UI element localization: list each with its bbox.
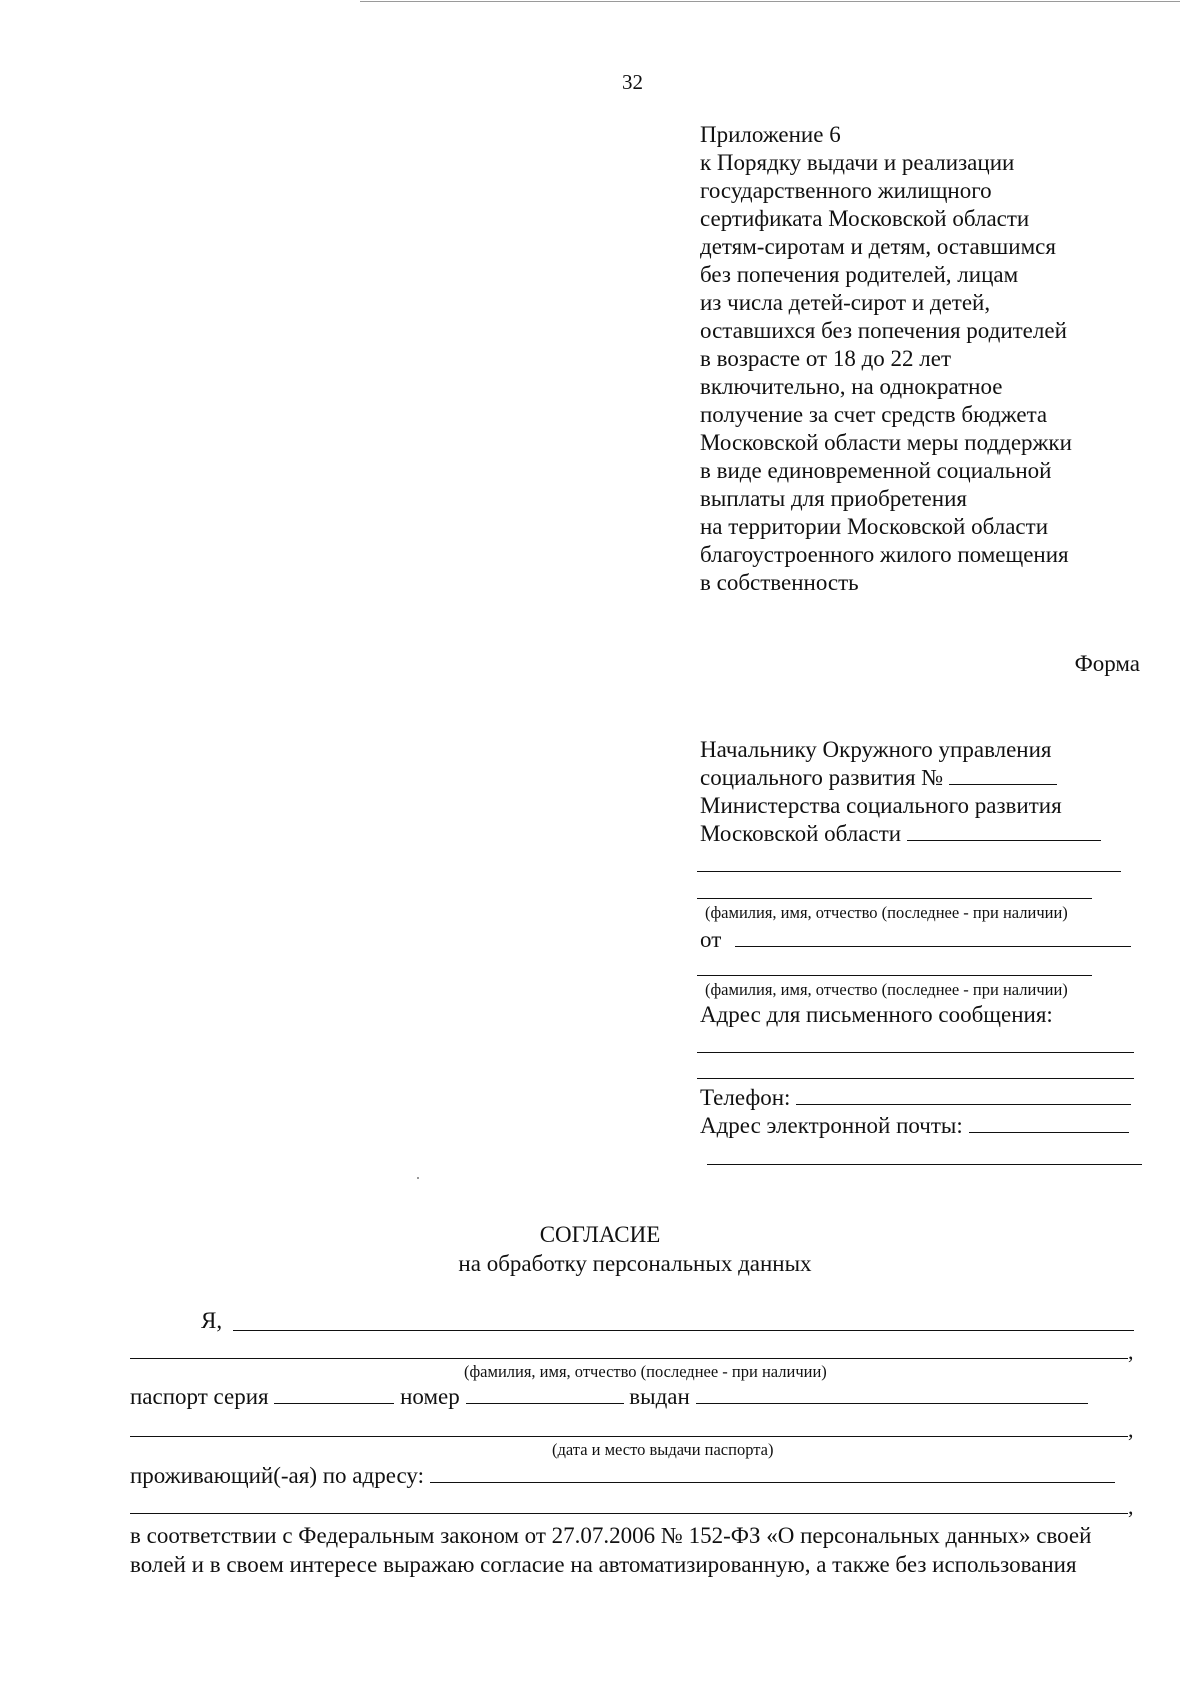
phone-label: Телефон: <box>700 1085 791 1110</box>
postal-address-field-1[interactable] <box>697 1052 1134 1053</box>
email-row <box>700 1112 1129 1140</box>
fio-field-2[interactable] <box>130 1358 1128 1359</box>
passport-issued-field-2[interactable] <box>130 1436 1128 1437</box>
appendix-line: получение за счет средств бюджета <box>700 402 1048 427</box>
consent-title: СОГЛАСИЕ <box>539 1222 661 1247</box>
consent-fio-note: (фамилия, имя, отчество (последнее - при наличии) <box>464 1362 827 1381</box>
appendix-line: в собственность <box>700 570 859 595</box>
passport-issued-label: выдан <box>629 1384 690 1409</box>
addressee-line-3: Министерства социального развития <box>700 793 1062 818</box>
fio-comma: , <box>1128 1339 1134 1364</box>
appendix-line: выплаты для приобретения <box>700 486 967 511</box>
head-fio-note: (фамилия, имя, отчество (последнее - при наличии) <box>705 903 1068 922</box>
residing-address-field[interactable] <box>430 1462 1115 1483</box>
passport-note: (дата и место выдачи паспорта) <box>552 1440 774 1459</box>
phone-row <box>700 1084 1131 1112</box>
appendix-line: государственного жилищного <box>700 178 992 203</box>
residing-comma: , <box>1128 1494 1134 1519</box>
district-number-field[interactable] <box>949 764 1057 785</box>
residing-label: проживающий(-ая) по адресу: <box>130 1463 424 1488</box>
appendix-line: благоустроенного жилого помещения <box>700 542 1069 567</box>
top-scan-rule <box>360 1 1180 2</box>
appendix-line: в виде единовременной социальной <box>700 458 1052 483</box>
passport-number-label: номер <box>400 1384 460 1409</box>
form-label: Форма <box>1074 651 1140 676</box>
addressee-line-1: Начальнику Окружного управления <box>700 737 1052 762</box>
appendix-line: из числа детей-сирот и детей, <box>700 290 991 315</box>
addressee-line-4-label: Московской области <box>700 821 902 846</box>
email-field[interactable] <box>969 1112 1129 1133</box>
passport-series-label: паспорт серия <box>130 1384 269 1409</box>
postal-address-field-2[interactable] <box>697 1078 1134 1079</box>
head-name-field-1[interactable] <box>697 871 1121 872</box>
residing-row <box>130 1462 1115 1490</box>
from-row <box>700 926 1131 954</box>
fio-field-1[interactable] <box>233 1330 1134 1331</box>
appendix-line: на территории Московской области <box>700 514 1048 539</box>
appendix-line: Московской области меры поддержки <box>700 430 1072 455</box>
passport-number-field[interactable] <box>466 1383 624 1404</box>
residing-address-field-2[interactable] <box>130 1513 1128 1514</box>
from-fio-note: (фамилия, имя, отчество (последнее - при наличии) <box>705 980 1068 999</box>
scan-speck <box>417 1177 419 1179</box>
page-number: 32 <box>622 70 643 94</box>
appendix-line: детям-сиротам и детям, оставшимся <box>700 234 1056 259</box>
addressee-line-2-label: социального развития № <box>700 765 944 790</box>
i-label: Я, <box>201 1308 223 1333</box>
phone-field[interactable] <box>796 1084 1131 1105</box>
consent-body-line-2: волей и в своем интересе выражаю согласие на автоматизированную, а также без использования <box>130 1552 1077 1577</box>
from-name-field-1[interactable] <box>735 926 1131 947</box>
appendix-line: оставшихся без попечения родителей <box>700 318 1067 343</box>
appendix-line: включительно, на однократное <box>700 374 1003 399</box>
addressee-line-2 <box>700 764 1057 792</box>
appendix-line: без попечения родителей, лицам <box>700 262 1019 287</box>
appendix-block <box>700 121 1072 597</box>
appendix-line: в возрасте от 18 до 22 лет <box>700 346 952 371</box>
appendix-line: сертификата Московской области <box>700 206 1030 231</box>
passport-comma: , <box>1128 1417 1134 1442</box>
appendix-line: Приложение 6 <box>700 122 841 147</box>
from-name-field-2[interactable] <box>697 975 1092 976</box>
region-field[interactable] <box>907 820 1101 841</box>
postal-address-label: Адрес для письменного сообщения: <box>700 1002 1053 1027</box>
consent-body-line-1: в соответствии с Федеральным законом от 27.07.2006 № 152-ФЗ «О персональных данных» своей <box>130 1523 1092 1548</box>
passport-issued-field[interactable] <box>696 1383 1088 1404</box>
appendix-line: к Порядку выдачи и реализации <box>700 150 1015 175</box>
passport-series-field[interactable] <box>274 1383 394 1404</box>
head-name-field-2[interactable] <box>697 898 1092 899</box>
addressee-line-4 <box>700 820 1101 848</box>
passport-row <box>130 1383 1088 1411</box>
email-field-2[interactable] <box>707 1164 1142 1165</box>
email-label: Адрес электронной почты: <box>700 1113 963 1138</box>
from-label: от <box>700 927 722 952</box>
consent-subtitle: на обработку персональных данных <box>458 1251 812 1276</box>
